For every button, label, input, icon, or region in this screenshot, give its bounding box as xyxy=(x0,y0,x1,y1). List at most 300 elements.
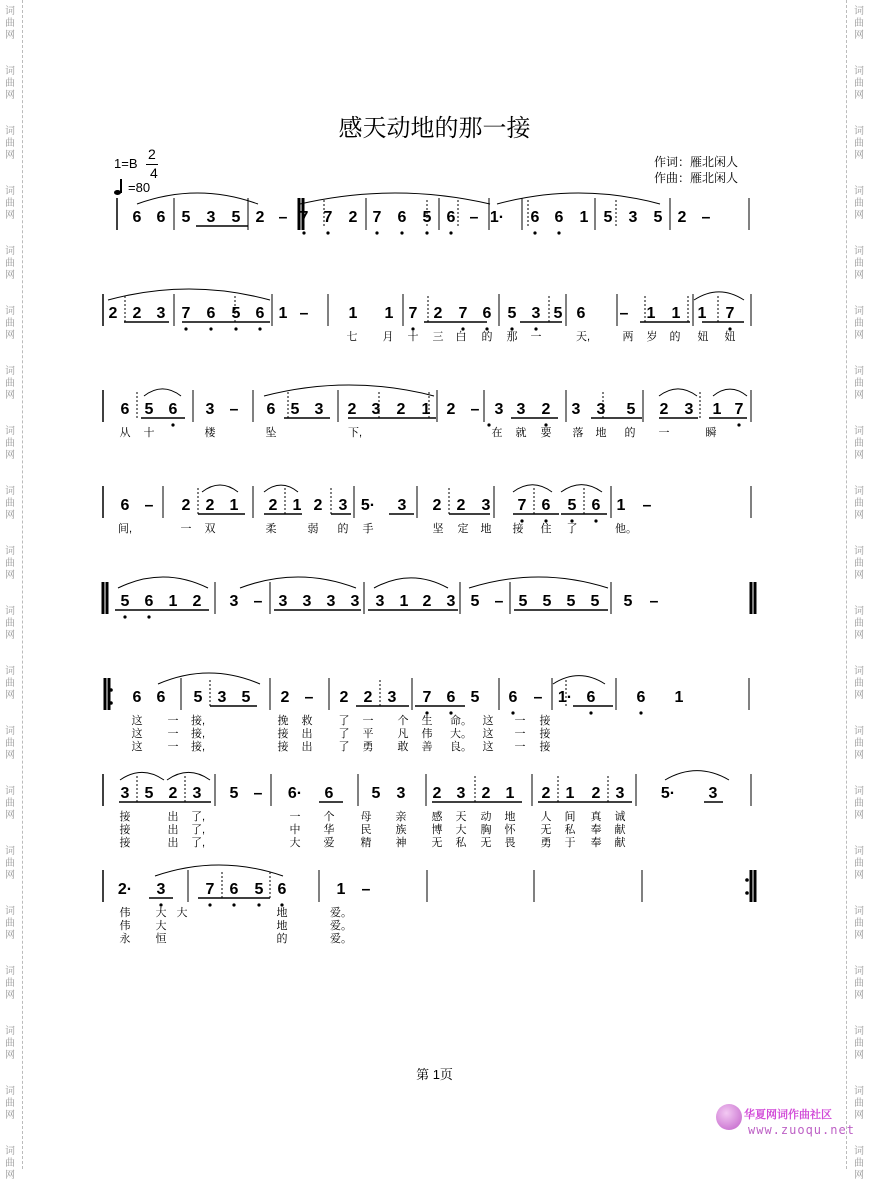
note: 7 xyxy=(458,305,468,322)
watermark-text: 词 曲 网 xyxy=(5,726,15,761)
lyric-syllable: 一 xyxy=(167,728,179,740)
note: 7 xyxy=(725,305,735,322)
lyric-syllable: 一 xyxy=(167,715,179,727)
note: 6 xyxy=(266,401,276,418)
lyric-syllable: 的 xyxy=(276,933,288,945)
watermark-text: 词 曲 网 xyxy=(854,306,864,341)
watermark-text: 词 曲 网 xyxy=(854,186,864,221)
lyric-syllable: 伟 xyxy=(421,728,433,740)
watermark-text: 词 曲 网 xyxy=(5,606,15,641)
lyric-syllable: 了, xyxy=(190,811,206,823)
lyricist-credit: 作词：雁北闲人 xyxy=(654,155,739,169)
note: 2· xyxy=(117,881,133,898)
note: – xyxy=(494,593,504,610)
note: 6 xyxy=(446,209,456,226)
low-octave-dot xyxy=(400,231,403,234)
note: 3 xyxy=(338,497,348,514)
lyric-syllable: 一 xyxy=(180,523,192,535)
watermark-text: 词 曲 网 xyxy=(854,66,864,101)
note: 6 xyxy=(541,497,551,514)
note: 2 xyxy=(422,593,432,610)
note: 6 xyxy=(586,689,596,706)
lyric-syllable: 精 xyxy=(360,837,372,849)
note: 5 xyxy=(470,689,480,706)
note: 1· xyxy=(557,689,573,706)
lyric-syllable: 天, xyxy=(575,331,591,343)
low-octave-dot xyxy=(232,903,235,906)
note: 3 xyxy=(446,593,456,610)
lyric-syllable: 凡 xyxy=(397,728,409,740)
note: 5 xyxy=(229,785,239,802)
lyric-syllable: 就 xyxy=(515,427,527,439)
watermark-text: 词 曲 网 xyxy=(5,1086,15,1121)
lyric-syllable: 无 xyxy=(480,837,492,849)
low-octave-dot xyxy=(487,423,490,426)
note: 2 xyxy=(432,785,442,802)
watermark-text: 词 曲 网 xyxy=(854,726,864,761)
lyric-syllable: 大。 xyxy=(450,728,472,740)
note: 3 xyxy=(684,401,694,418)
note: 1 xyxy=(336,881,346,898)
lyric-syllable: 接, xyxy=(190,715,206,727)
lyric-syllable: 一 xyxy=(514,728,526,740)
watermark-text: 词 曲 网 xyxy=(854,786,864,821)
lyric-syllable: 大 xyxy=(155,920,167,932)
low-octave-dot xyxy=(258,327,261,330)
slur-arc xyxy=(240,577,356,588)
lyric-syllable: 奉 xyxy=(590,824,602,836)
note: – xyxy=(642,497,652,514)
lyric-syllable: 那 xyxy=(506,331,518,343)
lyric-syllable: 伟 xyxy=(119,907,131,919)
low-octave-dot xyxy=(737,423,740,426)
note: 3 xyxy=(278,593,288,610)
low-octave-dot xyxy=(375,231,378,234)
note: 1 xyxy=(712,401,722,418)
lyric-syllable: 了 xyxy=(338,741,350,753)
lyric-syllable: 一 xyxy=(514,715,526,727)
lyric-syllable: 奉 xyxy=(590,837,602,849)
lyric-syllable: 博 xyxy=(431,824,443,836)
lyric-syllable: 族 xyxy=(395,824,407,836)
note: – xyxy=(619,305,629,322)
lyric-syllable: 这 xyxy=(482,741,494,753)
lyric-syllable: 大 xyxy=(289,837,301,849)
note: 6· xyxy=(287,785,303,802)
watermark-text: 词 曲 网 xyxy=(854,1086,864,1121)
low-octave-dot xyxy=(589,711,592,714)
slur-arc xyxy=(694,292,744,300)
note: 2 xyxy=(446,401,456,418)
note: 3 xyxy=(481,497,491,514)
lyric-syllable: 爱 xyxy=(323,837,335,849)
note: 6 xyxy=(132,689,142,706)
note: 3 xyxy=(205,401,215,418)
watermark-text: 词 曲 网 xyxy=(854,1146,864,1181)
note: 7 xyxy=(517,497,527,514)
lyric-syllable: 的 xyxy=(624,427,636,439)
note: 5 xyxy=(590,593,600,610)
lyric-syllable: 下, xyxy=(347,427,363,439)
lyric-syllable: 私 xyxy=(455,837,467,849)
note: 2 xyxy=(280,689,290,706)
note: 2 xyxy=(591,785,601,802)
lyric-syllable: 月 xyxy=(382,331,394,343)
note: 6 xyxy=(120,497,130,514)
watermark-text: 词 曲 网 xyxy=(854,546,864,581)
lyric-syllable: 楼 xyxy=(204,427,216,439)
note: 2 xyxy=(396,401,406,418)
note: 3 xyxy=(192,785,202,802)
low-octave-dot xyxy=(302,231,305,234)
lyric-syllable: 恒 xyxy=(155,933,167,945)
watermark-text: 词 曲 网 xyxy=(5,846,15,881)
repeat-dot xyxy=(109,701,113,705)
lyric-syllable: 接 xyxy=(277,741,289,753)
low-octave-dot xyxy=(425,231,428,234)
note: 3 xyxy=(596,401,606,418)
lyric-syllable: 弱 xyxy=(307,523,319,535)
lyric-syllable: 胸 xyxy=(480,824,492,836)
watermark-text: 词 曲 网 xyxy=(5,306,15,341)
note: 7 xyxy=(323,209,333,226)
note: 6 xyxy=(144,593,154,610)
lyric-syllable: 爱。 xyxy=(330,933,352,945)
note: 3 xyxy=(350,593,360,610)
slur-arc xyxy=(513,485,552,492)
watermark-text: 词 曲 网 xyxy=(854,906,864,941)
note: 3 xyxy=(206,209,216,226)
lyric-syllable: 七 xyxy=(346,331,358,343)
note: 2 xyxy=(432,497,442,514)
slur-arc xyxy=(665,771,729,780)
note: 3 xyxy=(156,881,166,898)
watermark-text: 词 曲 网 xyxy=(854,366,864,401)
note: 5 xyxy=(567,497,577,514)
note: 6 xyxy=(324,785,334,802)
note: 5 xyxy=(623,593,633,610)
lyric-syllable: 三 xyxy=(432,331,444,343)
lyric-syllable: 敢 xyxy=(397,741,409,753)
watermark-text: 词 曲 网 xyxy=(5,966,15,1001)
lyric-syllable: 一 xyxy=(362,715,374,727)
lyric-syllable: 勇 xyxy=(540,837,552,849)
note: 6 xyxy=(229,881,239,898)
lyric-syllable: 这 xyxy=(131,741,143,753)
lyric-syllable: 地 xyxy=(276,920,288,932)
note: 3 xyxy=(302,593,312,610)
lyric-syllable: 一 xyxy=(289,811,301,823)
note: 1 xyxy=(348,305,358,322)
note: 6 xyxy=(156,209,166,226)
note: 5 xyxy=(518,593,528,610)
watermark-text: 词 曲 网 xyxy=(854,666,864,701)
watermark-text: 词 曲 网 xyxy=(854,126,864,161)
lyric-syllable: 十 xyxy=(143,427,155,439)
slur-arc xyxy=(202,485,238,492)
slur-arc xyxy=(144,389,181,396)
low-octave-dot xyxy=(257,903,260,906)
lyric-syllable: 的 xyxy=(481,331,493,343)
note: 5 xyxy=(120,593,130,610)
lyric-syllable: 这 xyxy=(131,728,143,740)
lyric-syllable: 献 xyxy=(614,824,626,836)
lyric-syllable: 大 xyxy=(155,907,167,919)
watermark-text: 词 曲 网 xyxy=(5,666,15,701)
note: 5 xyxy=(290,401,300,418)
slur-arc xyxy=(108,289,270,300)
note: – xyxy=(229,401,239,418)
watermark-text: 词 曲 网 xyxy=(5,906,15,941)
lyric-syllable: 住 xyxy=(540,523,552,535)
note: 2 xyxy=(433,305,443,322)
note: – xyxy=(470,401,480,418)
lyric-syllable: 妞 xyxy=(724,331,736,343)
note: 5 xyxy=(470,593,480,610)
slur-arc xyxy=(300,193,490,204)
lyric-syllable: 双 xyxy=(204,523,216,535)
note: 7 xyxy=(422,689,432,706)
lyric-syllable: 永 xyxy=(119,933,131,945)
watermark-text: 词 曲 网 xyxy=(5,1146,15,1181)
lyric-syllable: 一 xyxy=(530,331,542,343)
note: 7 xyxy=(734,401,744,418)
lyric-syllable: 出 xyxy=(301,728,313,740)
lyric-syllable: 岁 xyxy=(646,331,658,343)
low-octave-dot xyxy=(234,327,237,330)
lyric-syllable: 两 xyxy=(622,331,634,343)
lyric-syllable: 妞 xyxy=(697,331,709,343)
lyric-syllable: 出 xyxy=(301,741,313,753)
low-octave-dot xyxy=(184,327,187,330)
lyric-syllable: 坠 xyxy=(265,427,277,439)
lyric-syllable: 这 xyxy=(131,715,143,727)
note: 5 xyxy=(144,401,154,418)
note: 6 xyxy=(508,689,518,706)
lyric-syllable: 勇 xyxy=(362,741,374,753)
note: 3 xyxy=(708,785,718,802)
note: 2 xyxy=(541,785,551,802)
low-octave-dot xyxy=(209,327,212,330)
note: 5 xyxy=(422,209,432,226)
lyric-syllable: 瞬 xyxy=(705,427,717,439)
slur-arc xyxy=(469,577,608,588)
note: 3 xyxy=(628,209,638,226)
note: 6 xyxy=(554,209,564,226)
lyric-syllable: 定 xyxy=(457,523,469,535)
lyric-syllable: 他。 xyxy=(615,523,637,535)
note: 7 xyxy=(205,881,215,898)
lyric-syllable: 畏 xyxy=(504,837,516,849)
note: 3 xyxy=(326,593,336,610)
repeat-dot xyxy=(745,878,749,882)
slur-arc xyxy=(137,193,258,204)
site-url: www.zuoqu.net xyxy=(748,1123,855,1137)
low-octave-dot xyxy=(533,231,536,234)
slur-arc xyxy=(659,389,697,396)
note: 2 xyxy=(192,593,202,610)
note: 7 xyxy=(408,305,418,322)
lyric-syllable: 命。 xyxy=(450,715,472,727)
note: 1 xyxy=(421,401,431,418)
note: 1 xyxy=(565,785,575,802)
lyric-syllable: 接 xyxy=(539,728,551,740)
lyric-syllable: 挽 xyxy=(277,715,289,727)
lyric-syllable: 地 xyxy=(504,811,516,823)
note: 3 xyxy=(371,401,381,418)
lyric-syllable: 于 xyxy=(564,837,576,849)
low-octave-dot xyxy=(449,231,452,234)
tempo-value: =80 xyxy=(128,179,151,195)
note: 5 xyxy=(507,305,517,322)
note: 3 xyxy=(229,593,239,610)
note: 2 xyxy=(108,305,118,322)
lyric-syllable: 民 xyxy=(360,824,372,836)
slur-arc xyxy=(158,673,260,684)
lyric-syllable: 间, xyxy=(117,523,133,535)
lyric-syllable: 接 xyxy=(119,824,131,836)
lyric-syllable: 个 xyxy=(323,811,335,823)
watermark-text: 词 曲 网 xyxy=(854,6,864,41)
note: 2 xyxy=(255,209,265,226)
lyric-syllable: 接 xyxy=(539,715,551,727)
watermark-text: 词 曲 网 xyxy=(854,426,864,461)
lyric-syllable: 一 xyxy=(167,741,179,753)
lyric-syllable: 的 xyxy=(337,523,349,535)
note: 2 xyxy=(456,497,466,514)
note: – xyxy=(253,593,263,610)
note: 3 xyxy=(375,593,385,610)
lyric-syllable: 感 xyxy=(431,811,443,823)
lyric-syllable: 平 xyxy=(362,728,374,740)
lyric-syllable: 了 xyxy=(338,728,350,740)
note: – xyxy=(649,593,659,610)
lyric-syllable: 出 xyxy=(167,837,179,849)
low-octave-dot xyxy=(326,231,329,234)
lyric-syllable: 十 xyxy=(407,331,419,343)
note: 5 xyxy=(603,209,613,226)
note: 1 xyxy=(168,593,178,610)
lyric-syllable: 真 xyxy=(590,811,602,823)
note: 5 xyxy=(231,209,241,226)
time-signature-denominator: 4 xyxy=(150,165,158,181)
note: – xyxy=(253,785,263,802)
note: 5 xyxy=(653,209,663,226)
note: 6 xyxy=(576,305,586,322)
note: 2 xyxy=(313,497,323,514)
slur-arc xyxy=(167,772,210,780)
time-signature-numerator: 2 xyxy=(148,146,156,162)
lyric-syllable: 地 xyxy=(595,427,607,439)
watermark-text: 词 曲 网 xyxy=(854,1026,864,1061)
watermark-text: 词 曲 网 xyxy=(5,246,15,281)
note: 5 xyxy=(241,689,251,706)
lyric-syllable: 出 xyxy=(167,811,179,823)
lyric-syllable: 爱。 xyxy=(330,907,352,919)
lyric-syllable: 柔 xyxy=(265,523,277,535)
song-title: 感天动地的那一接 xyxy=(338,114,531,142)
note: 7 xyxy=(372,209,382,226)
lyric-syllable: 间 xyxy=(564,811,576,823)
key-signature: 1=B xyxy=(114,156,138,171)
note: 6 xyxy=(397,209,407,226)
slur-arc xyxy=(713,389,747,396)
lyric-syllable: 无 xyxy=(431,837,443,849)
note: 5 xyxy=(566,593,576,610)
note: 6 xyxy=(530,209,540,226)
lyric-syllable: 了, xyxy=(190,837,206,849)
lyric-syllable: 坚 xyxy=(432,523,444,535)
note: 1 xyxy=(229,497,239,514)
lyric-syllable: 从 xyxy=(119,427,131,439)
note: – xyxy=(299,305,309,322)
lyric-syllable: 善 xyxy=(421,741,433,753)
lyric-syllable: 中 xyxy=(289,824,301,836)
low-octave-dot xyxy=(557,231,560,234)
slur-arc xyxy=(118,577,208,588)
watermark-text: 词 曲 网 xyxy=(854,966,864,1001)
note: 5 xyxy=(231,305,241,322)
note: – xyxy=(701,209,711,226)
note: 6 xyxy=(482,305,492,322)
watermark-text: 词 曲 网 xyxy=(5,1026,15,1061)
lyric-syllable: 大 xyxy=(455,824,467,836)
note: 3 xyxy=(396,785,406,802)
note: 7 xyxy=(299,209,309,226)
note: 3 xyxy=(156,305,166,322)
lyric-syllable: 伟 xyxy=(119,920,131,932)
lyric-syllable: 天 xyxy=(455,811,467,823)
lyric-syllable: 华 xyxy=(323,824,335,836)
note: 2 xyxy=(348,209,358,226)
lyric-syllable: 了, xyxy=(190,824,206,836)
lyric-syllable: 良。 xyxy=(450,741,472,753)
watermark-text: 词 曲 网 xyxy=(5,546,15,581)
watermark-text: 词 曲 网 xyxy=(5,486,15,521)
note: 6 xyxy=(132,209,142,226)
note: 1 xyxy=(399,593,409,610)
note: 1 xyxy=(384,305,394,322)
note: 2 xyxy=(339,689,349,706)
note: 5 xyxy=(626,401,636,418)
note: 1· xyxy=(489,209,505,226)
lyric-syllable: 救 xyxy=(301,715,313,727)
note: 1 xyxy=(674,689,684,706)
slur-arc xyxy=(553,676,605,684)
lyric-syllable: 一 xyxy=(514,741,526,753)
note: 3 xyxy=(531,305,541,322)
note: – xyxy=(278,209,288,226)
lyric-syllable: 了 xyxy=(338,715,350,727)
note: 2 xyxy=(541,401,551,418)
low-octave-dot xyxy=(123,615,126,618)
note: 2 xyxy=(363,689,373,706)
note: 6 xyxy=(255,305,265,322)
note: 3 xyxy=(314,401,324,418)
lyric-syllable: 接, xyxy=(190,728,206,740)
watermark-text: 词 曲 网 xyxy=(5,426,15,461)
note: 6 xyxy=(591,497,601,514)
note: 5 xyxy=(254,881,264,898)
note: 1 xyxy=(579,209,589,226)
lyric-syllable: 出 xyxy=(167,824,179,836)
lyric-syllable: 无 xyxy=(540,824,552,836)
note: 5· xyxy=(660,785,676,802)
slur-arc xyxy=(120,772,164,780)
lyric-syllable: 接 xyxy=(119,837,131,849)
note: – xyxy=(304,689,314,706)
note: 7 xyxy=(181,305,191,322)
